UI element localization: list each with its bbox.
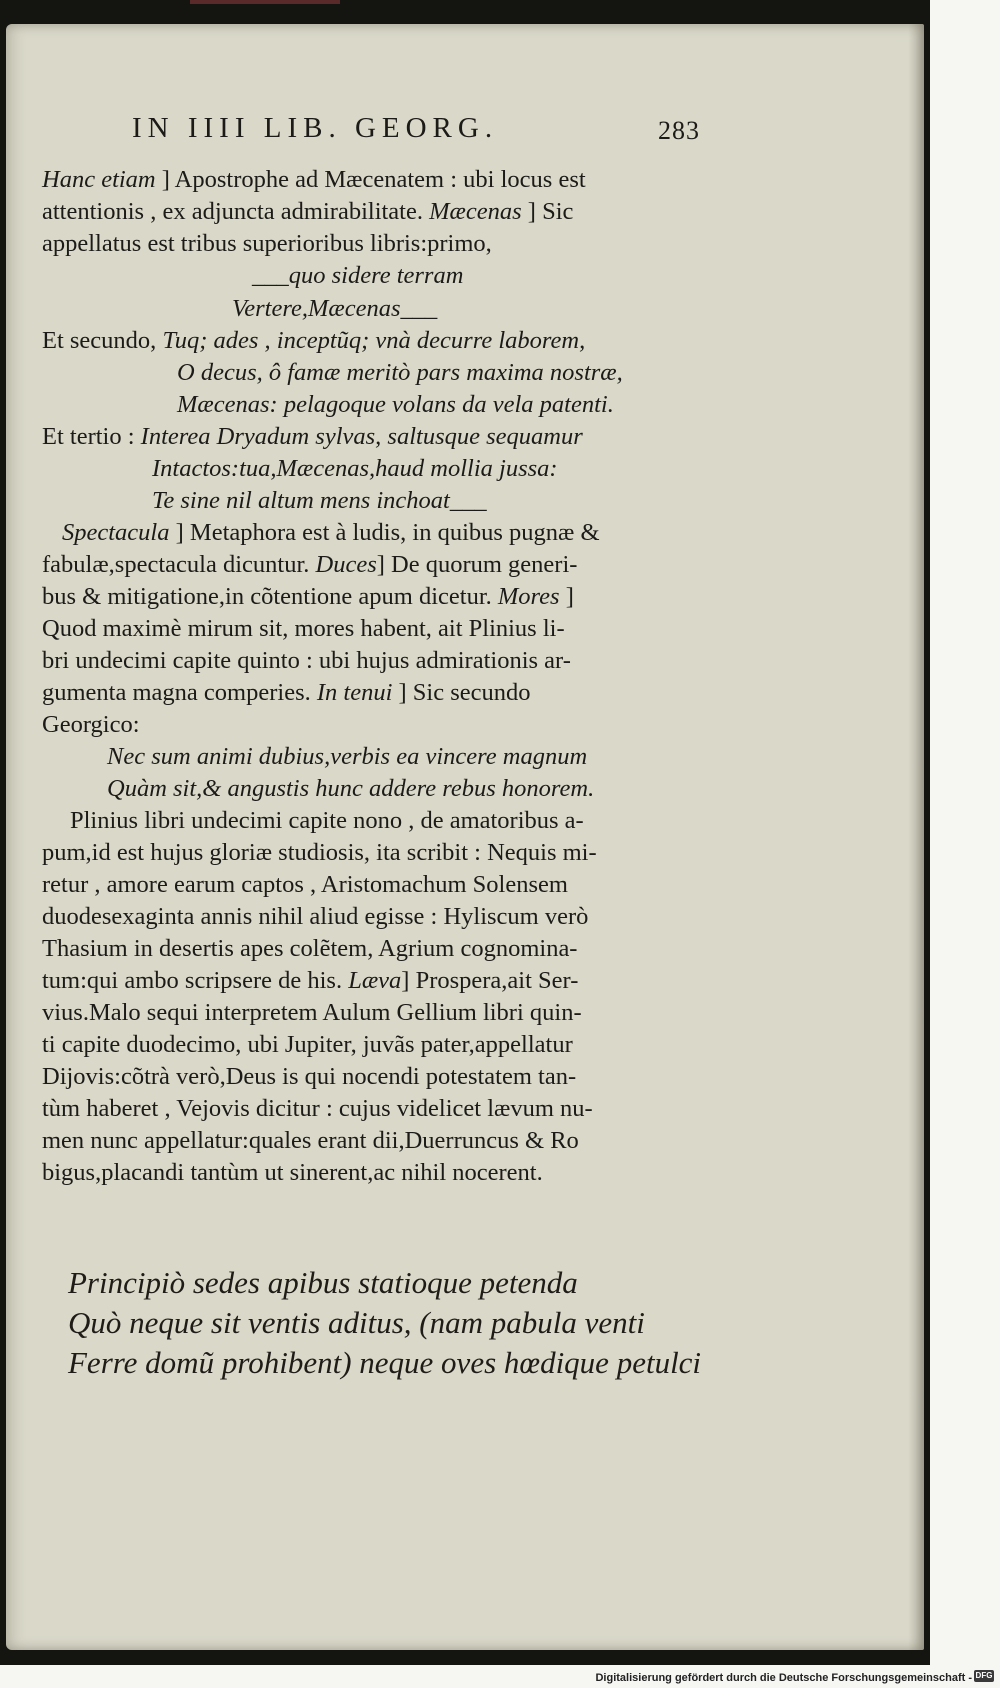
text-line [107, 773, 594, 805]
text-span: ] Sic [521, 198, 574, 225]
italic-lemma: Vertere,Mæcenas___ [232, 295, 438, 322]
text-line [42, 164, 586, 196]
book-page [6, 24, 924, 1650]
text-span: ] Prospera,ait Ser- [401, 967, 579, 994]
text-line [42, 837, 597, 869]
italic-lemma: ___quo sidere terram [252, 262, 464, 289]
text-span: gumenta magna comperies. [42, 679, 317, 706]
text-line [42, 421, 583, 453]
text-line [42, 1029, 573, 1061]
text-line [70, 805, 584, 837]
text-span: appellatus est tribus superioribus libris:primo, [42, 230, 492, 257]
italic-lemma: Quàm sit,& angustis hunc addere rebus honorem. [107, 775, 595, 802]
text-line [152, 453, 558, 485]
text-line [42, 997, 582, 1029]
text-span: bri undecimi capite quinto : ubi hujus admirationis ar- [42, 647, 571, 674]
text-span: tum:qui ambo scripsere de his. [42, 967, 349, 994]
text-span: pum,id est hujus gloriæ studiosis, ita scribit : Nequis mi- [42, 839, 597, 866]
text-span: attentionis , ex adjuncta admirabilitate. [42, 198, 430, 225]
footer-credit: Digitalisierung gefördert durch die Deutsche Forschungsgemeinschaft - [595, 1672, 972, 1684]
binding-edge-mark [190, 0, 340, 4]
text-span: duodesexaginta annis nihil aliud egisse : Hyliscum verò [42, 903, 589, 930]
text-span: ] [559, 583, 574, 610]
italic-lemma: Spectacula [62, 519, 170, 546]
page-edge-shadow [908, 24, 924, 1650]
text-line [152, 485, 487, 517]
italic-lemma: Mores [497, 583, 560, 610]
italic-lemma: Interea Dryadum sylvas, saltusque sequamur [140, 423, 583, 450]
text-line [42, 933, 577, 965]
text-line [42, 581, 574, 613]
text-line [232, 293, 437, 325]
text-line [177, 389, 614, 421]
text-line [42, 1157, 543, 1189]
text-span: ] Apostrophe ad Mæcenatem : ubi locus est [155, 166, 586, 193]
text-line [42, 613, 565, 645]
text-span: retur , amore earum captos , Aristomachum Solensem [42, 871, 568, 898]
text-span: bigus,placandi tantùm ut sinerent,ac nihil nocerent. [42, 1159, 543, 1186]
italic-lemma: In tenui [316, 679, 393, 706]
text-span: Plinius libri undecimi capite nono , de amatoribus a- [70, 807, 584, 834]
running-head [100, 112, 700, 152]
italic-lemma: Duces [315, 551, 377, 578]
italic-lemma: Tuq; ades , inceptũq; vnà decurre laborem, [162, 327, 586, 354]
text-line [62, 517, 600, 549]
text-line [42, 709, 140, 741]
italic-lemma: Mæcenas: pelagoque volans da vela patenti. [177, 391, 614, 418]
text-line [42, 325, 585, 357]
text-span: fabulæ,spectacula dicuntur. [42, 551, 316, 578]
italic-lemma: Mæcenas [429, 198, 522, 225]
text-span: Et secundo, [42, 327, 163, 354]
page-number: 283 [658, 116, 700, 145]
text-line [42, 1125, 579, 1157]
text-span: Georgico: [42, 711, 140, 738]
text-span: bus & mitigatione,in cõtentione apum dicetur. [42, 583, 498, 610]
italic-lemma: Te sine nil altum mens inchoat___ [152, 487, 487, 514]
text-line [42, 645, 571, 677]
text-span: Dijovis:cõtrà verò,Deus is qui nocendi potestatem tan- [42, 1063, 577, 1090]
text-line [42, 869, 568, 901]
text-span: ti capite duodecimo, ubi Jupiter, juvãs pater,appellatur [42, 1031, 573, 1058]
text-line [252, 260, 463, 292]
text-line [42, 1061, 576, 1093]
italic-lemma: Læva [348, 967, 402, 994]
text-span: ] Metaphora est à ludis, in quibus pugnæ & [169, 519, 600, 546]
text-line [42, 965, 578, 997]
text-line [107, 741, 587, 773]
poem-line: Quò neque sit ventis aditus, (nam pabula venti [68, 1305, 645, 1340]
italic-lemma: Hanc etiam [42, 166, 156, 193]
text-span: tùm haberet , Vejovis dicitur : cujus videlicet lævum nu- [42, 1095, 593, 1122]
italic-lemma: O decus, ô famæ meritò pars maxima nostræ, [177, 359, 623, 386]
italic-lemma: Intactos:tua,Mæcenas,haud mollia jussa: [152, 455, 558, 482]
text-span: vius.Malo sequi interpretem Aulum Gellium libri quin- [42, 999, 582, 1026]
text-line [42, 549, 577, 581]
italic-lemma: Nec sum animi dubius,verbis ea vincere magnum [107, 743, 588, 770]
text-line [42, 228, 492, 260]
poem-line: Ferre domũ prohibent) neque oves hœdique petulci [68, 1345, 702, 1380]
text-span: Quod maximè mirum sit, mores habent, ait Plinius li- [42, 615, 565, 642]
text-span: men nunc appellatur:quales erant dii,Duerruncus & Ro [42, 1127, 579, 1154]
text-span: Et tertio : [42, 423, 141, 450]
running-title: IN IIII LIB. GEORG. [132, 112, 499, 144]
text-span: Thasium in desertis apes colẽtem, Agrium cognomina- [42, 935, 578, 962]
poem-line: Principiò sedes apibus statioque petenda [68, 1265, 578, 1300]
text-line [42, 1093, 593, 1125]
dfg-logo: DFG [975, 1671, 993, 1680]
text-line [42, 196, 573, 228]
text-span: ] De quorum generi- [376, 551, 578, 578]
text-line [42, 901, 588, 933]
text-line [177, 357, 623, 389]
text-span: ] Sic secundo [392, 679, 531, 706]
text-line [42, 677, 531, 709]
